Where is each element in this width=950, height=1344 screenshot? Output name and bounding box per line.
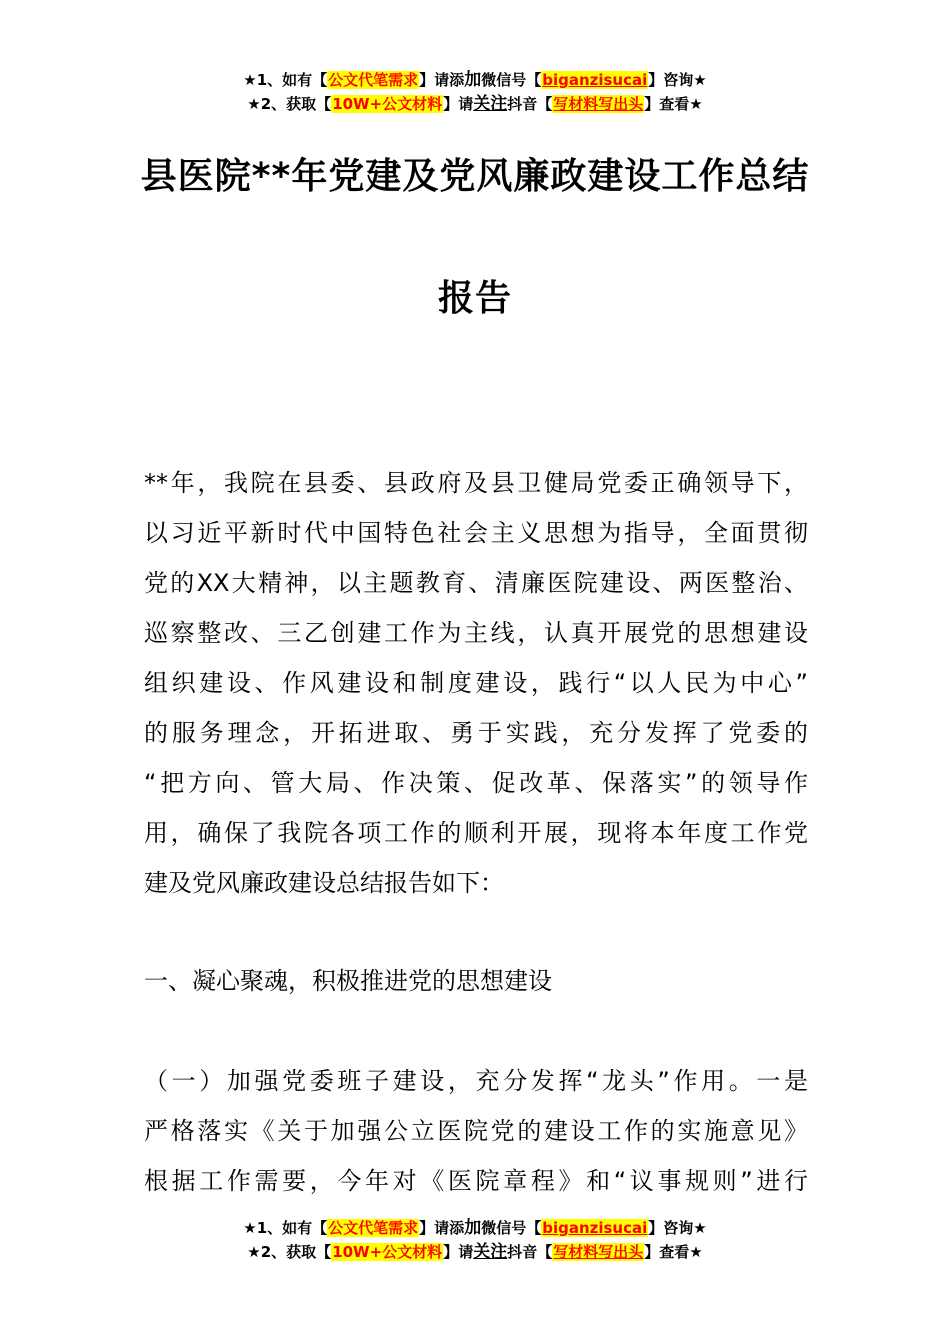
intro-paragraph: [144, 458, 808, 908]
promo-line-2-prefix: ★2、获取【: [247, 95, 332, 113]
promo-line-2-mid: 】请: [443, 1243, 474, 1261]
promo-wechat-id[interactable]: biganzisucai: [542, 1219, 648, 1237]
paragraph-line: 严格落实《关于加强公立医院党的建设工作的实施意见》: [144, 1117, 808, 1145]
promo-service-highlight: 公文代笔需求: [328, 1219, 419, 1237]
promo-line-2-emphasis: 关注: [473, 1242, 508, 1262]
promo-line-2-suffix: 】查看★: [644, 1243, 703, 1261]
paragraph-line: 党的XX大精神，以主题教育、清廉医院建设、两医整治、: [144, 569, 808, 597]
paragraph-line: 组织建设、作风建设和制度建设，践行“以人民为中心”: [144, 669, 808, 697]
promo-line-1-suffix: 】咨询★: [648, 71, 707, 89]
promo-line-1-emphasis: 加: [464, 1218, 482, 1238]
promo-douyin-account[interactable]: 写材料写出头: [553, 1243, 644, 1261]
promo-line-2-prefix: ★2、获取【: [247, 1243, 332, 1261]
promo-line-1-emphasis: 加: [464, 70, 482, 90]
document-title-line-2: 报告: [437, 278, 512, 319]
promo-line-1-mid2: 微信号【: [481, 1219, 542, 1237]
promo-banner-bottom: [0, 1216, 950, 1264]
promo-line-2: [0, 1240, 950, 1264]
promo-line-2-mid2: 抖音【: [507, 95, 553, 113]
promo-line-1: [0, 68, 950, 92]
promo-service-highlight: 公文代笔需求: [328, 71, 419, 89]
promo-line-1-mid2: 微信号【: [481, 71, 542, 89]
promo-line-2-mid2: 抖音【: [507, 1243, 553, 1261]
promo-line-2-emphasis: 关注: [473, 94, 508, 114]
promo-line-1-mid: 】请添: [419, 71, 465, 89]
section-heading: [144, 956, 808, 1006]
promo-line-1-mid: 】请添: [419, 1219, 465, 1237]
promo-wechat-id[interactable]: biganzisucai: [542, 71, 648, 89]
paragraph-line: （一）加强党委班子建设，充分发挥“龙头”作用。一是: [144, 1067, 808, 1095]
document-title-line-1: 县医院**年党建及党风廉政建设工作总结: [140, 156, 810, 197]
promo-line-2-suffix: 】查看★: [644, 95, 703, 113]
section-heading-text: 一、凝心聚魂，积极推进党的思想建设: [144, 967, 552, 995]
promo-line-2: [0, 92, 950, 116]
promo-line-1-prefix: ★1、如有【: [243, 1219, 328, 1237]
paragraph-line: 用，确保了我院各项工作的顺利开展，现将本年度工作党: [144, 819, 808, 847]
promo-line-1-suffix: 】咨询★: [648, 1219, 707, 1237]
paragraph-line: 根据工作需要，今年对《医院章程》和“议事规则”进行: [144, 1167, 808, 1195]
promo-material-highlight: 10W+公文材料: [332, 1243, 443, 1261]
subsection-paragraph: [144, 1056, 808, 1206]
promo-material-highlight: 10W+公文材料: [332, 95, 443, 113]
paragraph-line: 的服务理念，开拓进取、勇于实践，充分发挥了党委的: [144, 719, 808, 747]
paragraph-line: **年，我院在县委、县政府及县卫健局党委正确领导下，: [144, 469, 808, 497]
promo-douyin-account[interactable]: 写材料写出头: [553, 95, 644, 113]
promo-line-1-prefix: ★1、如有【: [243, 71, 328, 89]
paragraph-line: 巡察整改、三乙创建工作为主线，认真开展党的思想建设: [144, 619, 808, 647]
promo-banner-top: [0, 68, 950, 116]
paragraph-line: 建及党风廉政建设总结报告如下：: [144, 869, 504, 897]
promo-line-2-mid: 】请: [443, 95, 474, 113]
paragraph-line: “把方向、管大局、作决策、促改革、保落实”的领导作: [144, 769, 808, 797]
paragraph-line: 以习近平新时代中国特色社会主义思想为指导，全面贯彻: [144, 519, 808, 547]
promo-line-1: [0, 1216, 950, 1240]
